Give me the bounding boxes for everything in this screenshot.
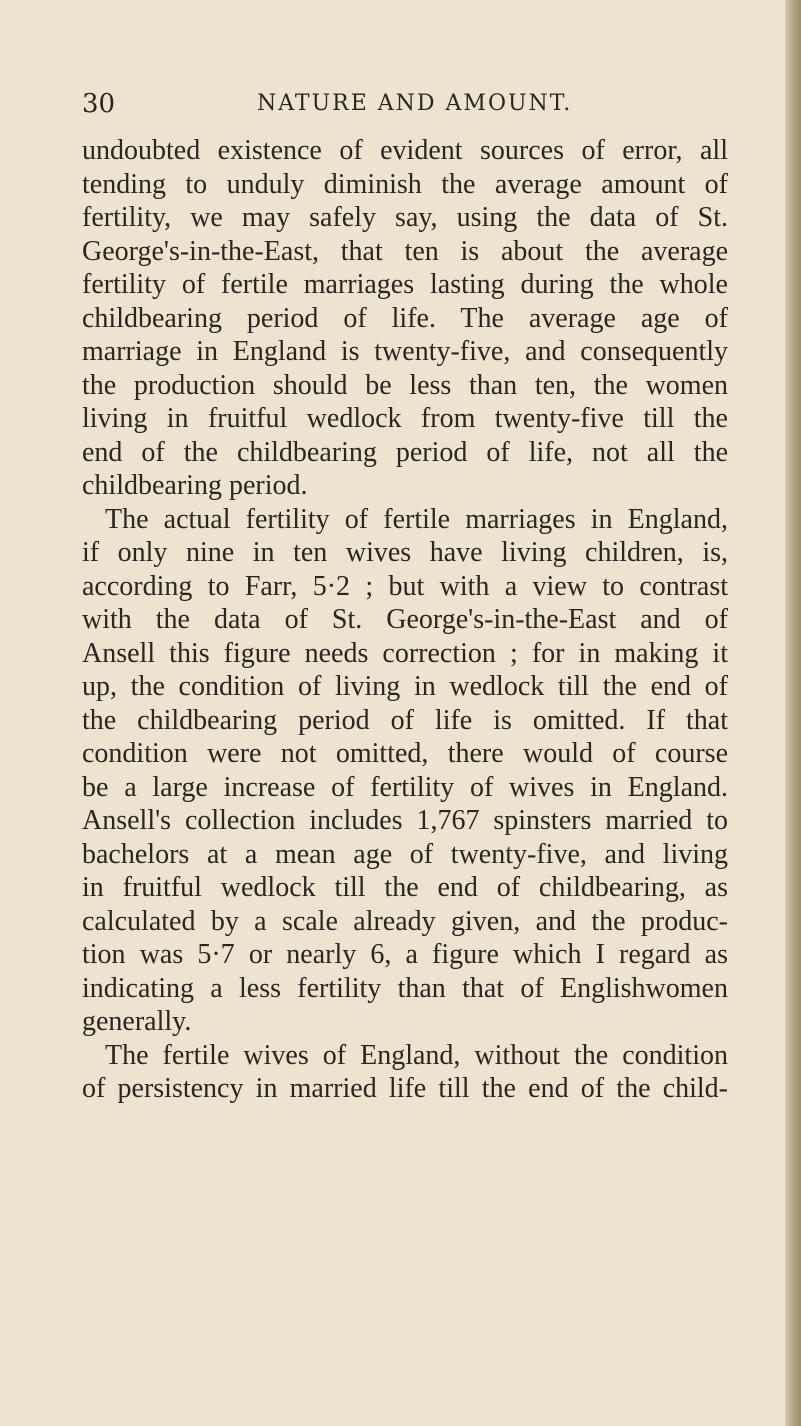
text-line: The actual fertility of fertile marriages in England, (105, 503, 728, 535)
text-line: childbearing period of life. The average age of (82, 302, 728, 334)
text-line: according to Farr, 5·2 ; but with a view to contrast (82, 570, 728, 602)
body-text (82, 134, 728, 1106)
running-head: NATURE AND AMOUNT. (257, 91, 573, 116)
text-line: if only nine in ten wives have living children, is, (82, 537, 728, 568)
text-line: Ansell this figure needs correction ; for in making it (82, 637, 728, 669)
text-line: indicating a less fertility than that of Englishwomen (82, 972, 728, 1004)
text-line: the production should be less than ten, the women (82, 369, 728, 401)
text-line: of persistency in married life till the end of the child- (82, 1073, 728, 1104)
text-line: with the data of St. George's-in-the-East and of (82, 604, 728, 635)
text-line: George's-in-the-East, that ten is about the average (82, 235, 728, 267)
text-line: tending to unduly diminish the average amount of (82, 168, 728, 200)
text-line: end of the childbearing period of life, not all the (82, 436, 728, 468)
text-line: tion was 5·7 or nearly 6, a figure which I regard as (82, 939, 728, 970)
text-line: Ansell's collection includes 1,767 spinsters married to (82, 805, 728, 836)
text-line: condition were not omitted, there would of course (82, 738, 728, 769)
text-line: up, the condition of living in wedlock till the end of (82, 671, 728, 702)
text-line: marriage in England is twenty-five, and consequently (82, 336, 728, 367)
page-number: 30 (82, 89, 116, 119)
text-line: childbearing period. (82, 470, 308, 501)
text-line: living in fruitful wedlock from twenty-five till the (82, 403, 728, 434)
text-line: fertility of fertile marriages lasting during the whole (82, 269, 728, 300)
text-line: The fertile wives of England, without the condition (105, 1039, 728, 1071)
page-header (82, 86, 732, 122)
text-line: calculated by a scale already given, and the produc- (82, 905, 728, 937)
text-line: generally. (82, 1006, 192, 1037)
text-line: bachelors at a mean age of twenty-five, and living (82, 838, 728, 870)
text-line: in fruitful wedlock till the end of childbearing, as (82, 872, 728, 903)
page-edge-shadow (785, 0, 801, 1426)
text-line: fertility, we may safely say, using the data of St. (82, 202, 728, 233)
text-line: be a large increase of fertility of wives in England. (82, 771, 728, 803)
text-line: undoubted existence of evident sources of error, all (82, 135, 728, 166)
text-line: the childbearing period of life is omitted. If that (82, 704, 728, 736)
